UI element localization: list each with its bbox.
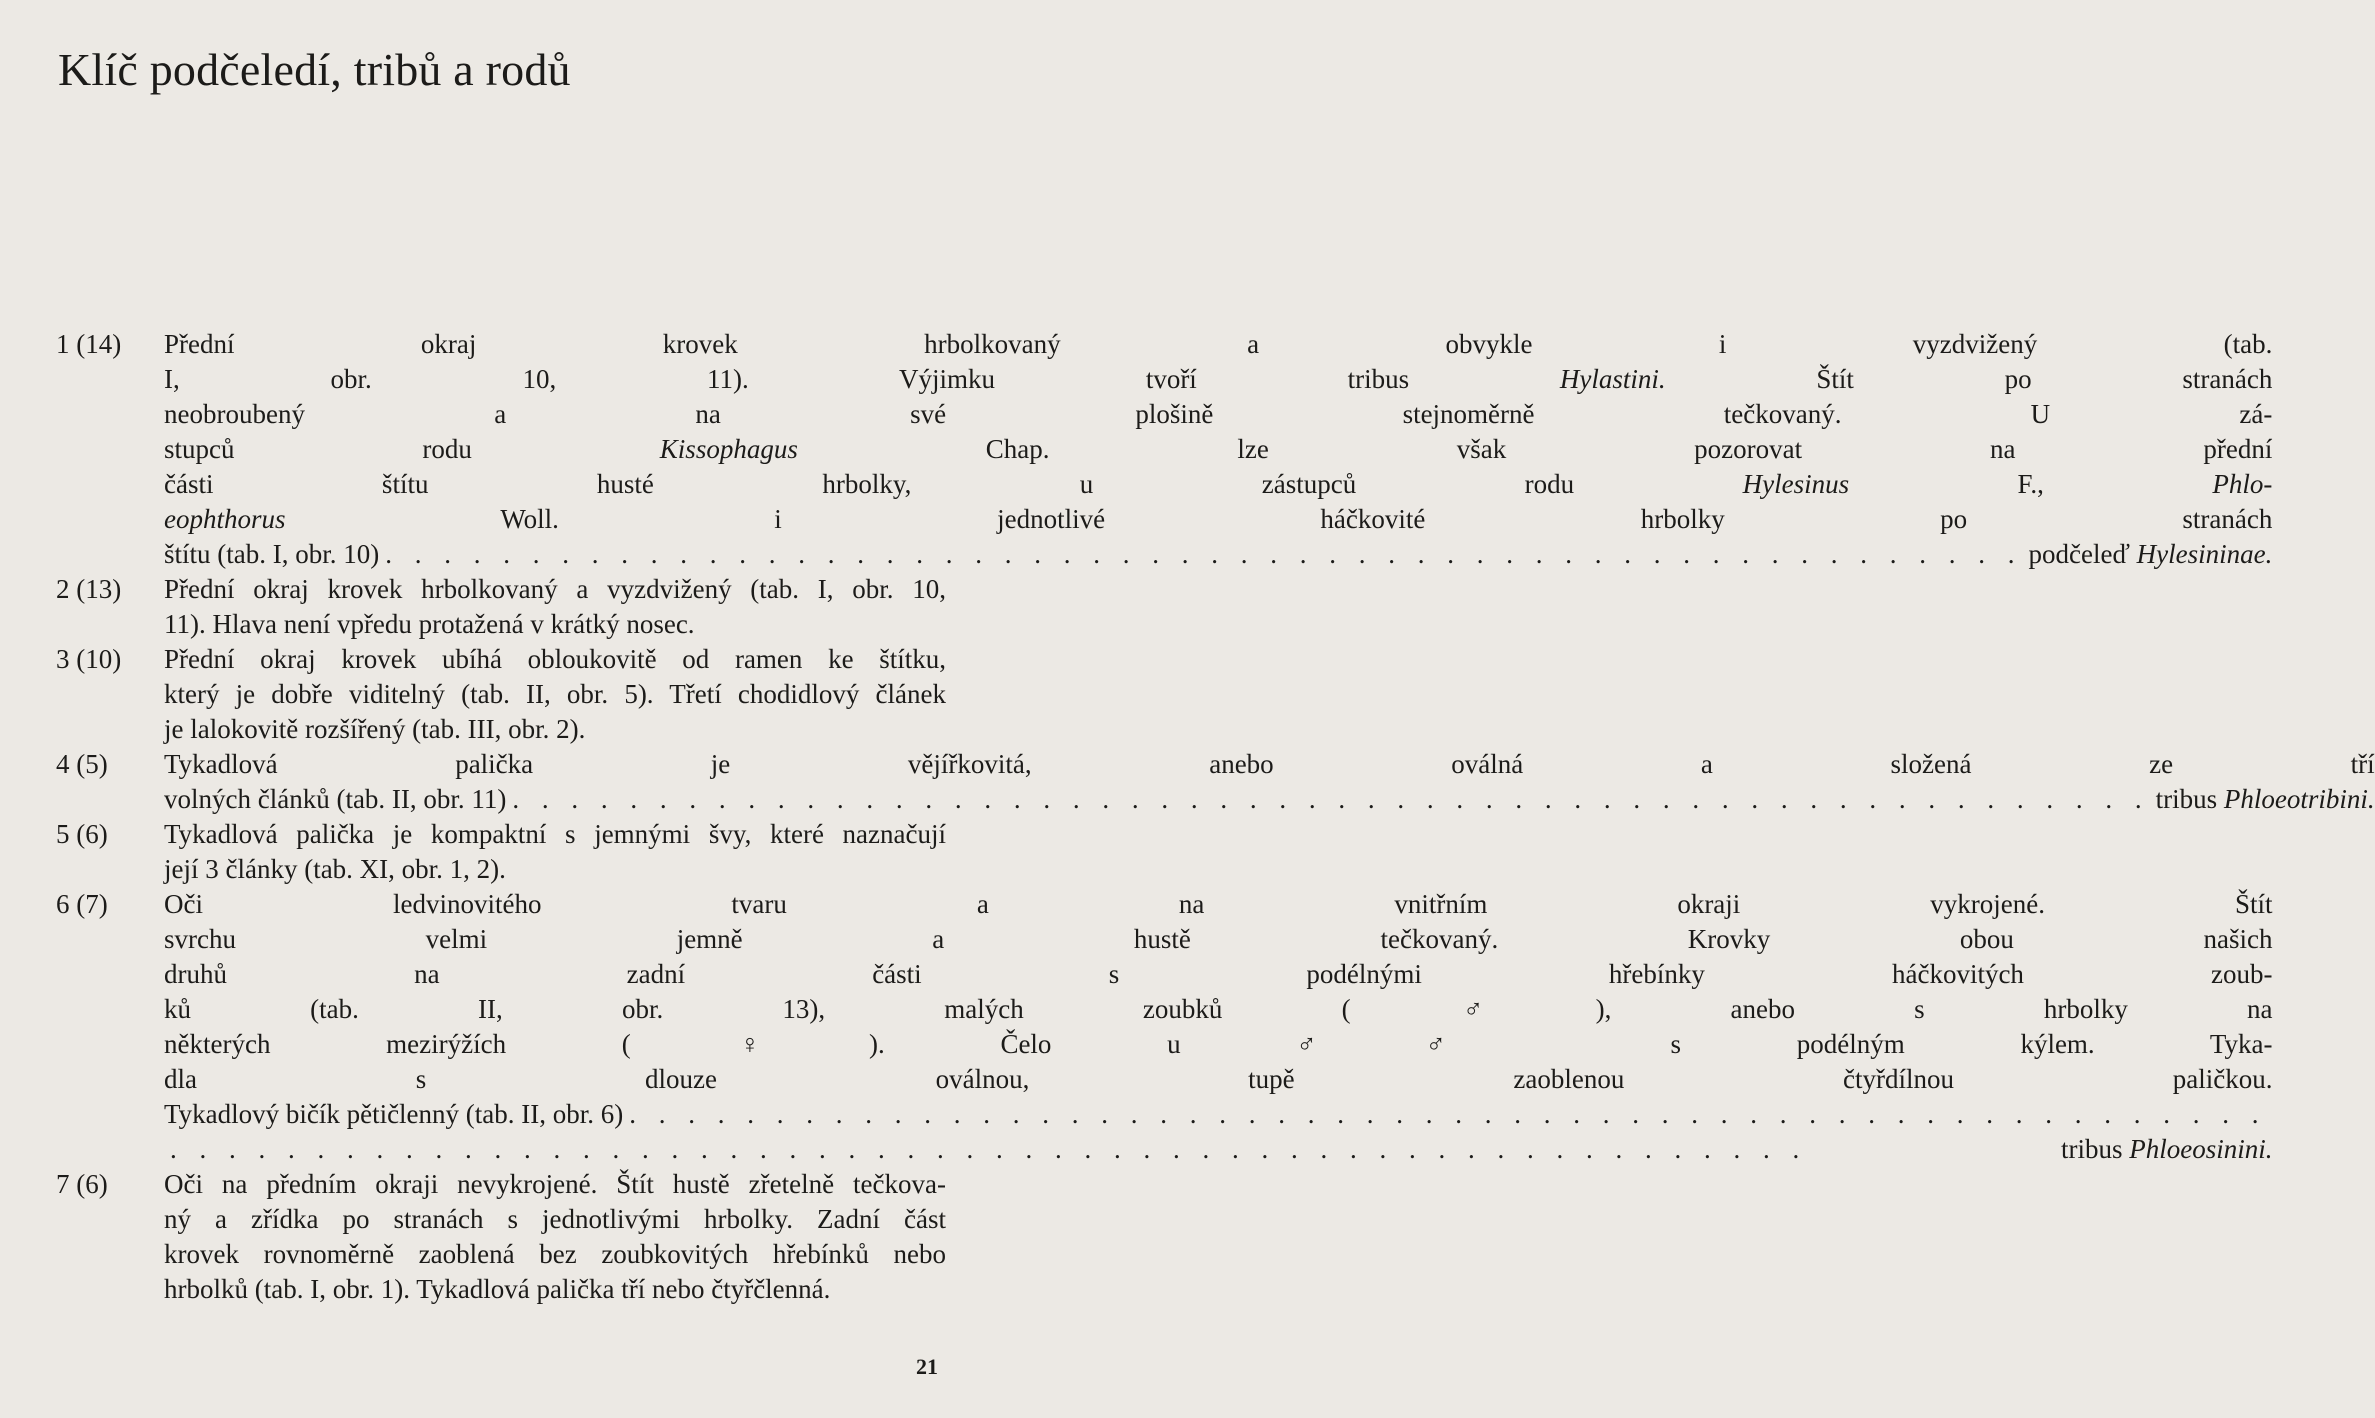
text-line: ný a zřídka po stranách s jednotlivými hrbolky. Zadní část <box>164 1204 946 1234</box>
couplet-text <box>164 887 2273 1167</box>
key-entry <box>56 817 946 887</box>
text-line: Přední okraj krovek hrbolkovaný a obvykle i vyzdvižený (tab. <box>164 329 2273 359</box>
leader-right-text: tribus Phloeosinini. <box>2060 1134 2273 1164</box>
dot-leader: . . . . . . . . . . . . . . . . . . . . . . . . . . . . . . . . . . . . . . . . . . . . . . . . . . . . . . . . <box>512 784 2150 814</box>
key-entry <box>56 747 2375 817</box>
leader-left-text: volných článků (tab. II, obr. 11) <box>164 784 507 814</box>
text-line: svrchu velmi jemně a hustě tečkovaný. Krovky obou našich <box>164 924 2273 954</box>
leader-line <box>164 782 2375 817</box>
text-line: neobroubený a na své plošině stejnoměrně tečkovaný. U zá- <box>164 399 2273 429</box>
couplet-text <box>164 1167 946 1307</box>
couplet-number: 7 (6) <box>56 1169 108 1199</box>
couplet-number: 6 (7) <box>56 889 108 919</box>
couplet-text <box>164 327 2272 572</box>
leader-right-text: podčeleď Hylesininae. <box>2028 539 2273 569</box>
key-entry <box>56 887 2273 1167</box>
couplet-text <box>164 642 946 747</box>
identification-key <box>56 327 2375 1307</box>
text-line: hrbolků (tab. I, obr. 1). Tykadlová palička tří nebo čtyřčlenná. <box>164 1274 831 1304</box>
text-line: stupců rodu Kissophagus Chap. lze však pozorovat na přední <box>164 434 2273 464</box>
key-entry <box>56 327 2273 572</box>
leader-right-text: tribus Phloeotribini. <box>2155 784 2375 814</box>
leader-line <box>164 1132 2273 1167</box>
text-line: ků (tab. II, obr. 13), malých zoubků (♂), anebo s hrbolky na <box>164 994 2273 1024</box>
key-entry <box>56 1167 946 1307</box>
couplet-number: 4 (5) <box>56 749 108 779</box>
leader-line <box>164 537 2272 572</box>
text-line: Oči na předním okraji nevykrojené. Štít hustě zřetelně tečkova- <box>164 1169 946 1199</box>
couplet-text <box>164 817 946 887</box>
key-entry <box>56 572 946 642</box>
text-line: Tykadlová palička je vějířkovitá, anebo oválná a složená ze tří <box>164 749 2375 779</box>
couplet-number: 2 (13) <box>56 574 122 604</box>
dot-leader: . . . . . . . . . . . . . . . . . . . . . . . . . . . . . . . . . . . . . . . . . . . . . . . . . . . . . . . . <box>170 1134 1808 1164</box>
page-number: 21 <box>916 1354 938 1379</box>
dot-leader: . . . . . . . . . . . . . . . . . . . . . . . . . . . . . . . . . . . . . . . . . . . . . . . . . . . . . . . . <box>629 1099 2267 1129</box>
text-line: je lalokovitě rozšířený (tab. III, obr. 2). <box>164 714 586 744</box>
couplet-number: 1 (14) <box>56 329 122 359</box>
text-line: Přední okraj krovek hrbolkovaný a vyzdvižený (tab. I, obr. 10, <box>164 574 946 604</box>
text-line: její 3 články (tab. XI, obr. 1, 2). <box>164 854 506 884</box>
dot-leader: . . . . . . . . . . . . . . . . . . . . . . . . . . . . . . . . . . . . . . . . . . . . . . . . . . . . . . . . <box>385 539 2023 569</box>
text-line: I, obr. 10, 11). Výjimku tvoří tribus Hylastini. Štít po stranách <box>164 364 2273 394</box>
couplet-number: 3 (10) <box>56 644 122 674</box>
text-line: některých mezirýžích (♀). Čelo u ♂♂ s podélným kýlem. Tyka- <box>164 1029 2273 1059</box>
leader-line <box>164 1097 2273 1132</box>
text-line: části štítu husté hrbolky, u zástupců rodu Hylesinus F., Phlo- <box>164 469 2273 499</box>
page-title: Klíč podčeledí, tribů a rodů <box>58 44 571 95</box>
leader-left-text: štítu (tab. I, obr. 10) <box>164 539 380 569</box>
couplet-number: 5 (6) <box>56 819 108 849</box>
text-line: Oči ledvinovitého tvaru a na vnitřním okraji vykrojené. Štít <box>164 889 2273 919</box>
text-line: dla s dlouze oválnou, tupě zaoblenou čtyřdílnou paličkou. <box>164 1064 2273 1094</box>
text-line: který je dobře viditelný (tab. II, obr. 5). Třetí chodidlový článek <box>164 679 946 709</box>
text-line: druhů na zadní části s podélnými hřebínky háčkovitých zoub- <box>164 959 2273 989</box>
text-line: eophthorus Woll. i jednotlivé háčkovité hrbolky po stranách <box>164 504 2273 534</box>
leader-left-text: Tykadlový bičík pětičlenný (tab. II, obr. 6) <box>164 1099 624 1129</box>
text-line: Přední okraj krovek ubíhá obloukovitě od ramen ke štítku, <box>164 644 946 674</box>
couplet-text <box>164 572 946 642</box>
key-entry <box>56 642 946 747</box>
text-line: krovek rovnoměrně zaoblená bez zoubkovitých hřebínků nebo <box>164 1239 946 1269</box>
text-line: Tykadlová palička je kompaktní s jemnými švy, které naznačují <box>164 819 946 849</box>
couplet-text <box>164 747 2375 817</box>
text-line: 11). Hlava není vpředu protažená v krátký nosec. <box>164 609 695 639</box>
